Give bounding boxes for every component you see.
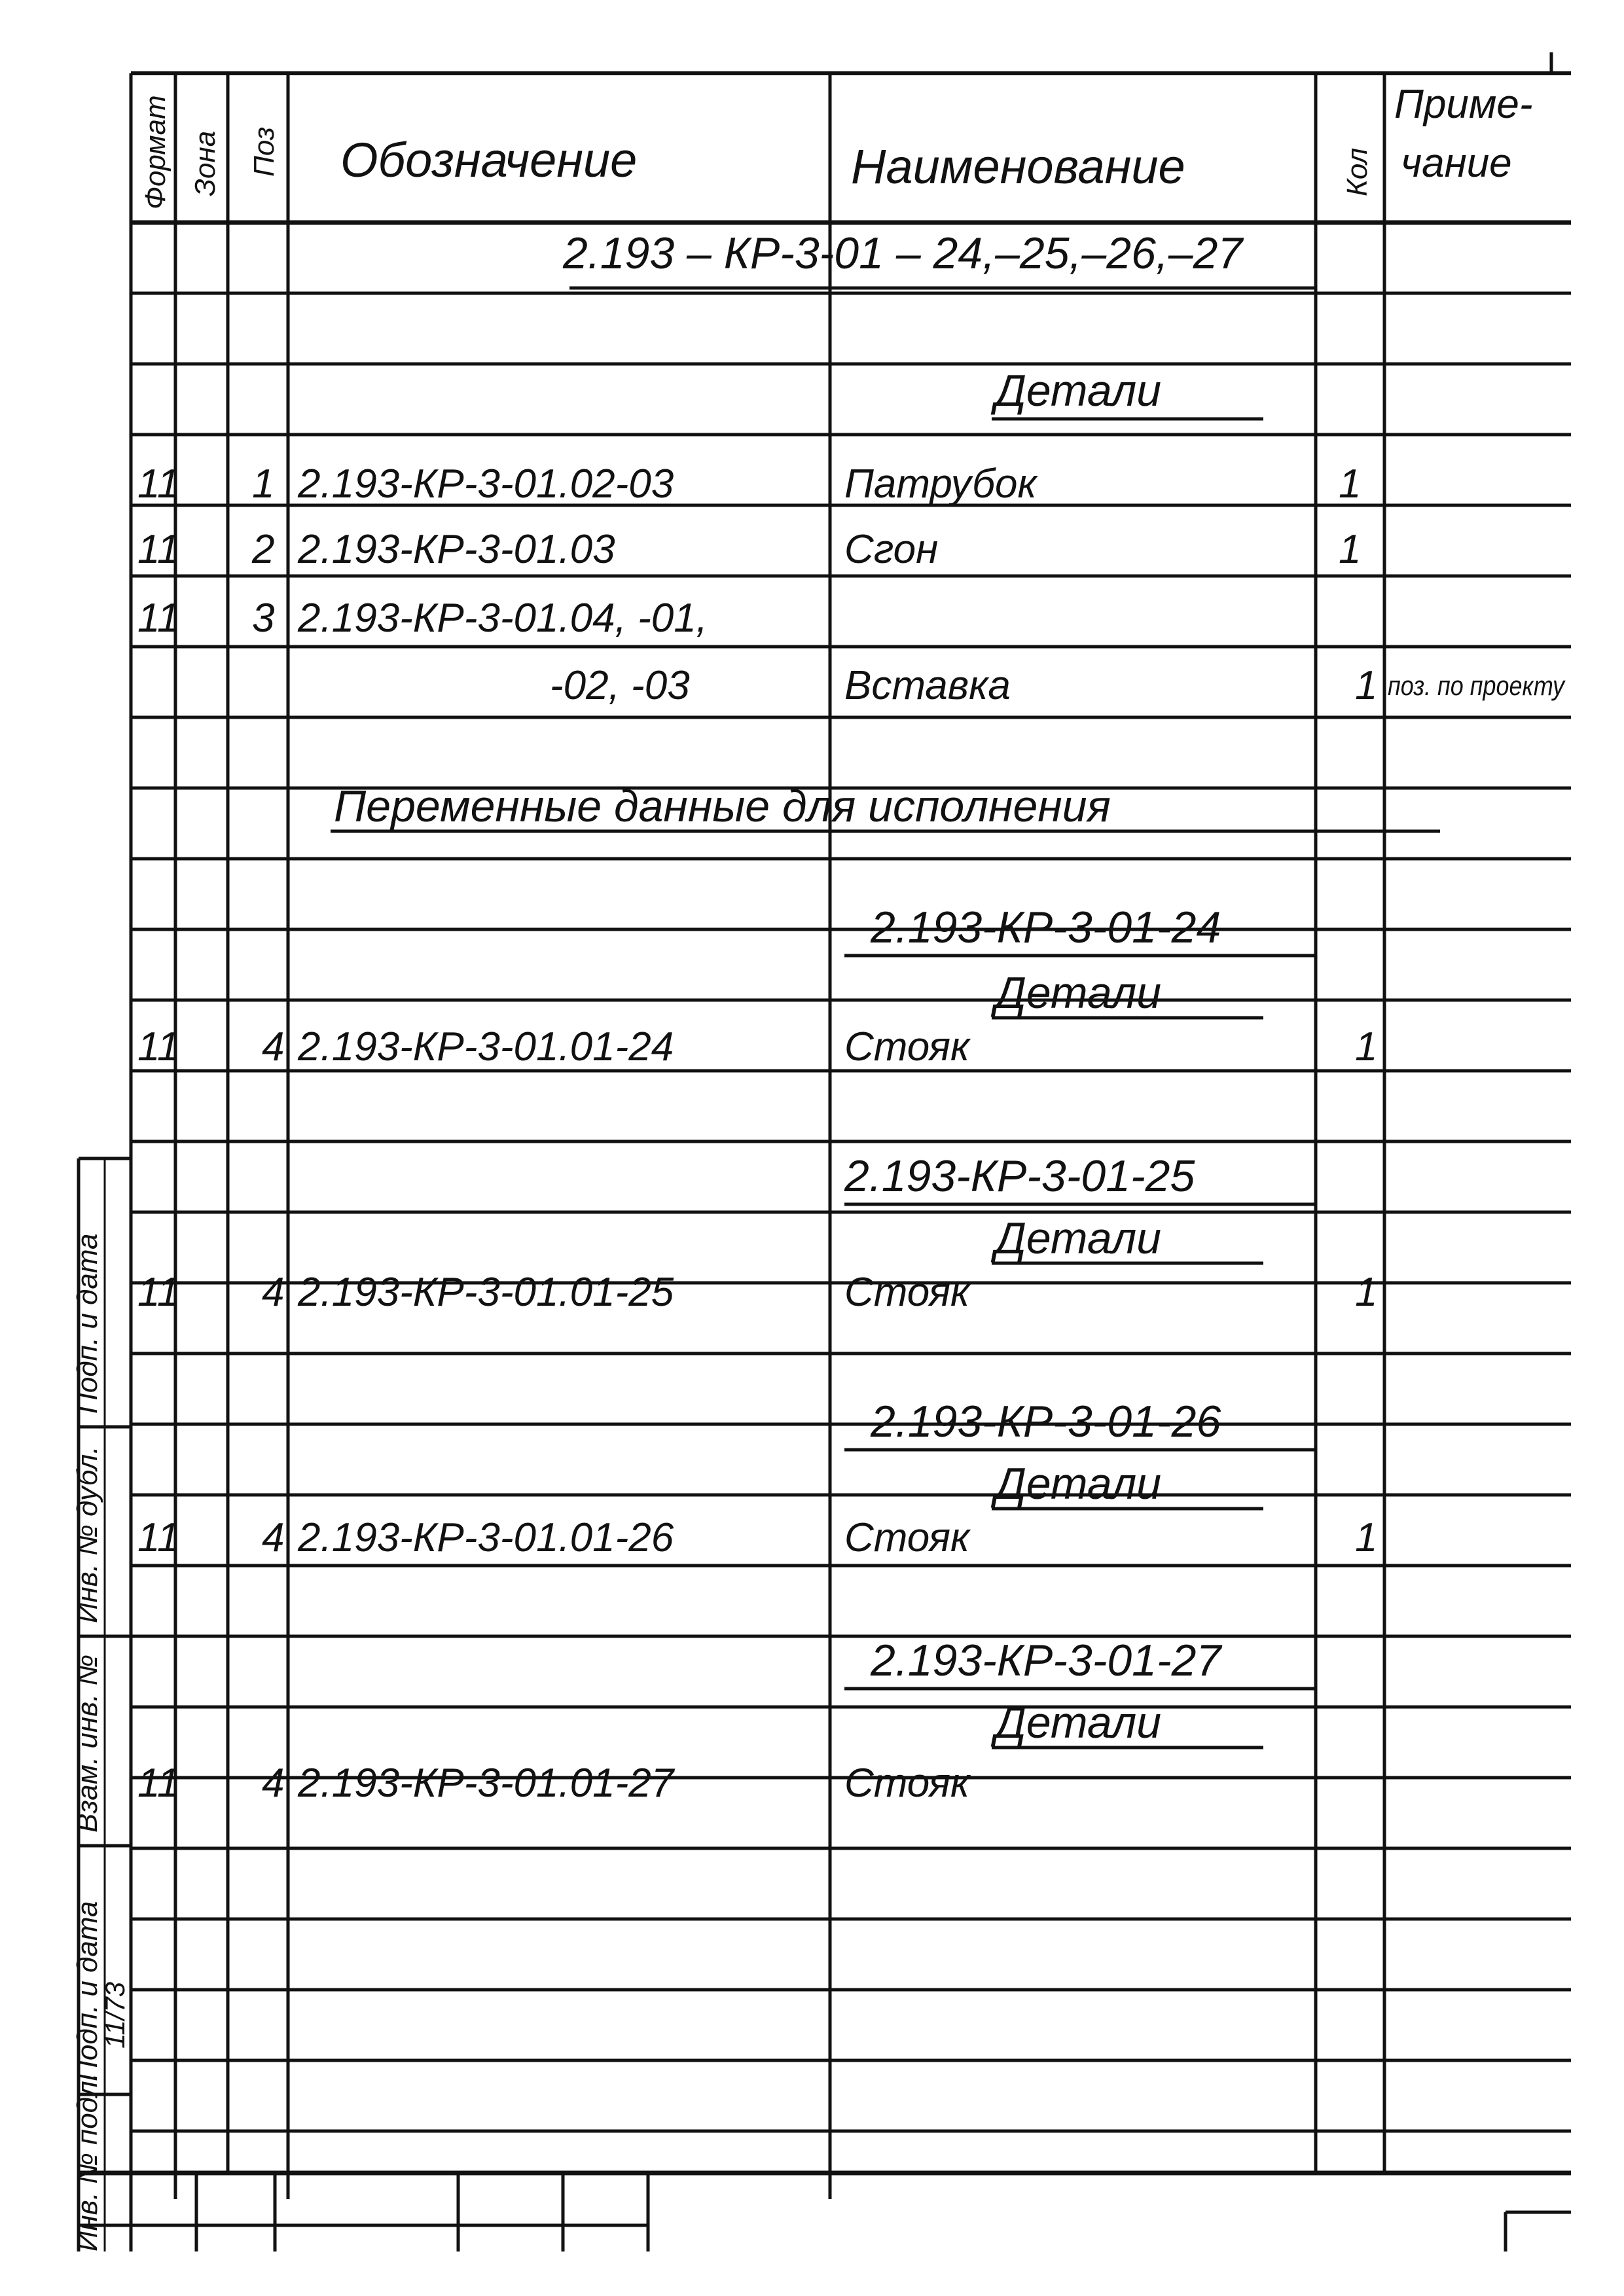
- side-stamp-sign-date-2: Подп. и дата: [71, 1901, 103, 2081]
- variant-block: [137, 1636, 1316, 1806]
- table-header: [139, 82, 1533, 209]
- variant-block: [137, 903, 1377, 1069]
- side-stamp-handwritten: 11/73: [99, 1982, 130, 2049]
- header-qty: Кол: [1341, 147, 1373, 196]
- table-grid: [79, 52, 1571, 2251]
- header-note-line-2: чание: [1401, 141, 1512, 186]
- variant-block: [137, 1397, 1377, 1560]
- row-pos: 2: [252, 527, 275, 572]
- header-designation: Обозначение: [340, 133, 638, 187]
- variant-block: [137, 1151, 1377, 1315]
- row-format: 11: [137, 1515, 180, 1560]
- side-stamp-sign-date: Подп. и дата: [71, 1233, 103, 1414]
- row-format: 11: [137, 527, 180, 572]
- row-pos: 1: [252, 461, 275, 507]
- row-name: Сгон: [844, 527, 939, 572]
- document-number: 2.193 – КР-3-01 – 24,–25,–26,–27: [563, 228, 1243, 278]
- row-name: Стояк: [844, 1515, 970, 1560]
- row-designation: 2.193-КР-3-01.01-26: [298, 1515, 674, 1560]
- variant-code: 2.193-КР-3-01-26: [871, 1397, 1221, 1446]
- table-row: [137, 461, 1361, 507]
- row-format: 11: [137, 1270, 180, 1315]
- header-note: [1394, 82, 1533, 186]
- row-qty: 1: [1339, 527, 1362, 572]
- variant-section: Детали: [995, 968, 1162, 1018]
- variant-code: 2.193-КР-3-01-25: [844, 1151, 1195, 1201]
- side-stamp-replaced-inventory: Взам. инв. №: [71, 1654, 103, 1833]
- side-stamp: [71, 1234, 130, 2251]
- row-format: 11: [137, 1024, 180, 1069]
- row-pos: 4: [262, 1270, 285, 1315]
- row-name: Патрубок: [844, 461, 1037, 507]
- variable-data-title: Переменные данные для исполнения: [334, 781, 1111, 831]
- row-designation: 2.193-КР-3-01.01-24: [298, 1024, 674, 1069]
- row-pos: 3: [252, 596, 275, 641]
- variant-section: Детали: [995, 1213, 1162, 1263]
- row-pos: 4: [262, 1515, 285, 1560]
- side-stamp-original-inventory: Инв. № подл.: [71, 2072, 103, 2251]
- row-qty: 1: [1355, 1024, 1378, 1069]
- row-format: 11: [137, 1761, 180, 1806]
- row-designation-cont: -02, -03: [550, 663, 690, 708]
- header-note-line-1: Приме-: [1394, 82, 1533, 127]
- variant-section: Детали: [995, 1698, 1162, 1748]
- row-name: Стояк: [844, 1024, 970, 1069]
- row-designation: 2.193-КР-3-01.03: [298, 527, 615, 572]
- row-designation: 2.193-КР-3-01.02-03: [298, 461, 674, 507]
- row-note: поз. по проекту: [1388, 670, 1566, 701]
- header-name: Наименование: [851, 139, 1185, 194]
- header-zone: Зона: [189, 130, 221, 196]
- row-qty: 1: [1339, 461, 1362, 507]
- table-row: [137, 527, 1361, 572]
- row-qty: 1: [1355, 1270, 1378, 1315]
- row-pos: 4: [262, 1024, 285, 1069]
- side-stamp-dup-inventory: Инв. № дубл.: [71, 1446, 103, 1623]
- variant-code: 2.193-КР-3-01-27: [871, 1636, 1221, 1685]
- row-format: 11: [137, 461, 180, 507]
- variant-code: 2.193-КР-3-01-24: [871, 903, 1221, 952]
- table-row: [137, 596, 1566, 708]
- row-name: Стояк: [844, 1270, 970, 1315]
- variant-section: Детали: [995, 1459, 1162, 1509]
- header-format: Формат: [139, 95, 171, 209]
- row-qty: 1: [1355, 663, 1378, 708]
- row-qty: 1: [1355, 1515, 1378, 1560]
- section-details-title: Детали: [995, 366, 1162, 416]
- row-designation: 2.193-КР-3-01.01-27: [298, 1761, 674, 1806]
- row-pos: 4: [262, 1761, 285, 1806]
- row-format: 11: [137, 596, 180, 641]
- row-designation: 2.193-КР-3-01.01-25: [298, 1270, 674, 1315]
- header-pos: Поз: [248, 126, 280, 177]
- row-designation: 2.193-КР-3-01.04, -01,: [298, 596, 708, 641]
- row-name: Вставка: [844, 663, 1011, 708]
- row-name: Стояк: [844, 1761, 970, 1806]
